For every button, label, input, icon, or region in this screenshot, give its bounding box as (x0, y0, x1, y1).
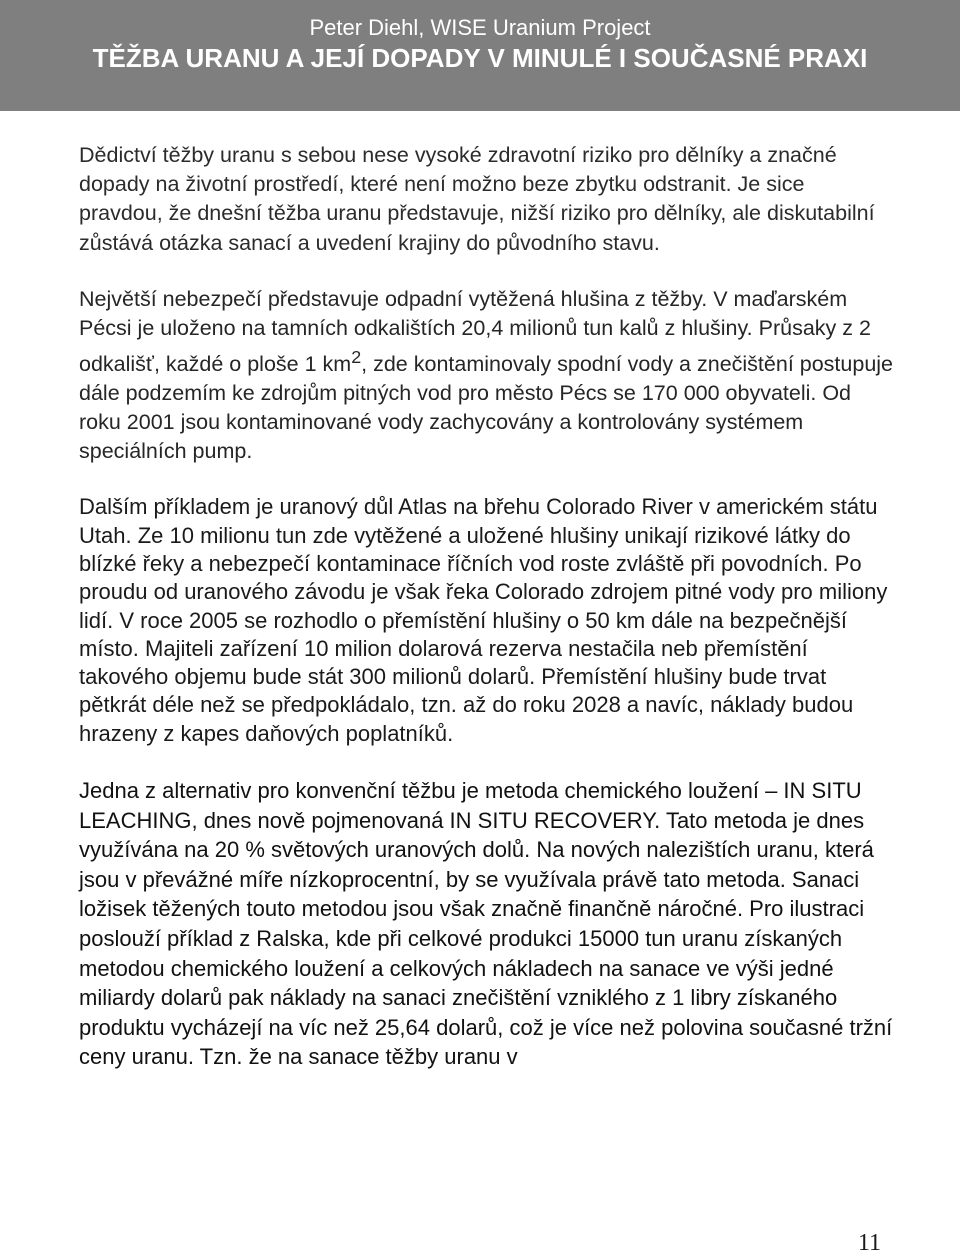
document-title: TĚŽBA URANU A JEJÍ DOPADY V MINULÉ I SOUČASNÉ PRAXI (92, 43, 868, 73)
paragraph-pecs-tailings (79, 285, 894, 466)
paragraph-legacy-risks: Dědictví těžby uranu s sebou nese vysoké zdravotní riziko pro dělníky a značné dopady na životní prostředí, které není možno beze zbytku odstranit. Je sice pravdou, že dnešní těžba uranu představuje, nižší riziko pro dělníky, ale diskutabilní zůstává otázka sanací a uvedení krajiny do původního stavu. (79, 143, 875, 255)
page-header (0, 0, 960, 111)
superscript-exponent: 2 (351, 346, 362, 367)
document-body (79, 141, 894, 1072)
paragraph-atlas-mine: Dalším příkladem je uranový důl Atlas na břehu Colorado River v americkém státu Utah. Ze 10 milionu tun zde vytěžené a uložené hlušiny unikají rizikové látky do blízké řeky a nebezpečí kontaminace říčních vod roste zvláště při povodních. Po proudu od uranového závodu je však řeka Colorado zdrojem pitné vody pro miliony lidí. V roce 2005 se rozhodlo o přemístění hlušiny o 50 km dále na bezpečnější místo. Majiteli zařízení 10 milion dolarová rezerva nestačila neb přemístění takového objemu bude stát 300 milionů dolarů. Přemístění hlušiny bude trvat pětkrát déle než se předpokládalo, tzn. až do roku 2028 a navíc, náklady budou hrazeny z kapes daňových poplatníků. (79, 494, 888, 746)
pecs-text-part-1: Největší nebezpečí představuje odpadní vytěžená hlušina z těžby. V maďarském Pécsi je uloženo na tamních odkalištích 20,4 milionů tun kalů z hlušiny. Průsaky z 2 odkališť, každé o ploše 1 km (79, 286, 871, 376)
pecs-text-part-2: , zde kontaminovaly spodní vody a znečištění postupuje dále podzemím ke zdrojům pitných vod pro město Pécs se 170 000 obyvateli. Od roku 2001 jsou kontaminované vody zachycovány a kontrolovány systémem speciálních pump. (79, 351, 894, 463)
page-number: 11 (857, 1230, 881, 1256)
paragraph-in-situ-leaching: Jedna z alternativ pro konvenční těžbu je metoda chemického loužení – IN SITU LEACHING, dnes nově pojmenovaná IN SITU RECOVERY. Tato metoda je dnes využívána na 20 % světových uranových dolů. Na nových nalezištích uranu, která jsou v převážné míře nízkoprocentní, by se využívala právě tato metoda. Sanaci ložisek těžených touto metodou jsou však značně finančně náročné. Pro ilustraci poslouží příklad z Ralska, kde při celkové produkci 15000 tun uranu získaných metodou chemického loužení a celkových nákladech na sanace ve výši jedné miliardy dolarů pak náklady na sanaci znečištění vzniklého z 1 libry získaného produktu vycházejí na víc než 25,64 dolarů, což je více než polovina současné tržní ceny uranu. Tzn. že na sanace těžby uranu v (79, 778, 893, 1070)
header-author: Peter Diehl, WISE Uranium Project (309, 15, 651, 40)
